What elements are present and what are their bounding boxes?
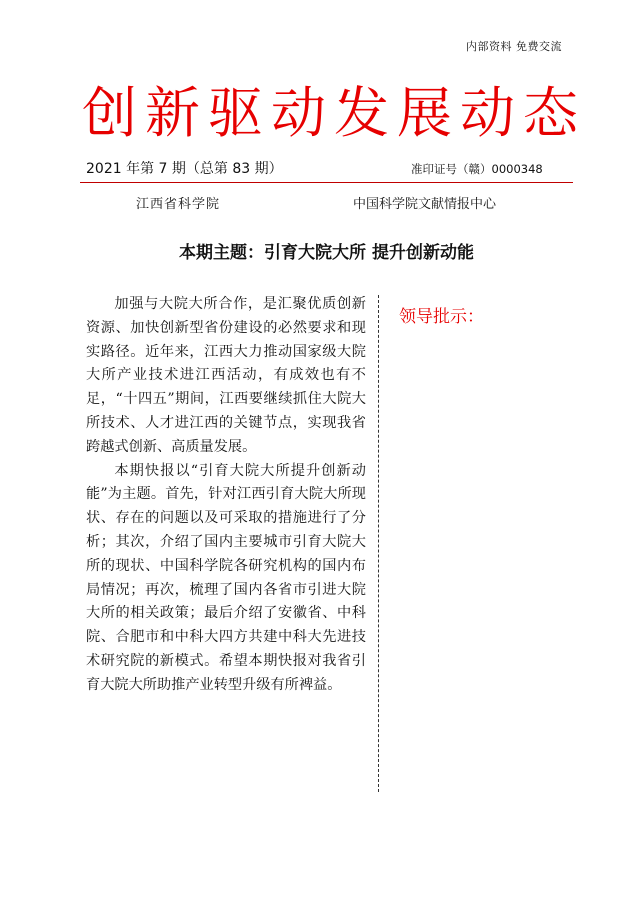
summary-paragraph: 加强与大院大所合作，是汇聚优质创新资源、加快创新型省份建设的必然要求和现实路径。近年来，江西大力推动国家级大院大所产业技术进江西活动，有成效也有不足，“十四五”期间，江西要继续抓住大院大所技术、人才进江西的关键节点，实现我省跨越式创新、高质量发展。	[86, 296, 366, 455]
publisher-left: 江西省科学院	[136, 197, 221, 212]
permit-number: 准印证号（赣）0000348	[411, 162, 543, 176]
publisher-right: 中国科学院文献情报中心	[353, 197, 497, 212]
column-divider	[378, 295, 379, 792]
internal-note: 内部资料 免费交流	[466, 40, 562, 53]
summary-text	[86, 293, 366, 698]
header-divider	[80, 182, 573, 183]
masthead-title: 创新驱动发展动态	[82, 81, 587, 145]
summary-paragraph: 本期快报以“引育大院大所提升创新动能”为主题。首先，针对江西引育大院大所现状、存在的问题以及可采取的措施进行了分析；其次，介绍了国内主要城市引育大院大所的现状、中国科学院各研究机构的国内布局情况；再次，梳理了国内各省市引进大院大所的相关政策；最后介绍了安徽省、中科院、合肥市和中科大四方共建中科大先进技术研究院的新模式。希望本期快报对我省引育大院大所助推产业转型升级有所裨益。	[86, 462, 366, 693]
issue-theme: 本期主题：引育大院大所 提升创新动能	[179, 243, 474, 263]
issue-number: 2021 年第 7 期（总第 83 期）	[86, 161, 283, 177]
leader-instructions-label: 领导批示：	[399, 307, 484, 327]
